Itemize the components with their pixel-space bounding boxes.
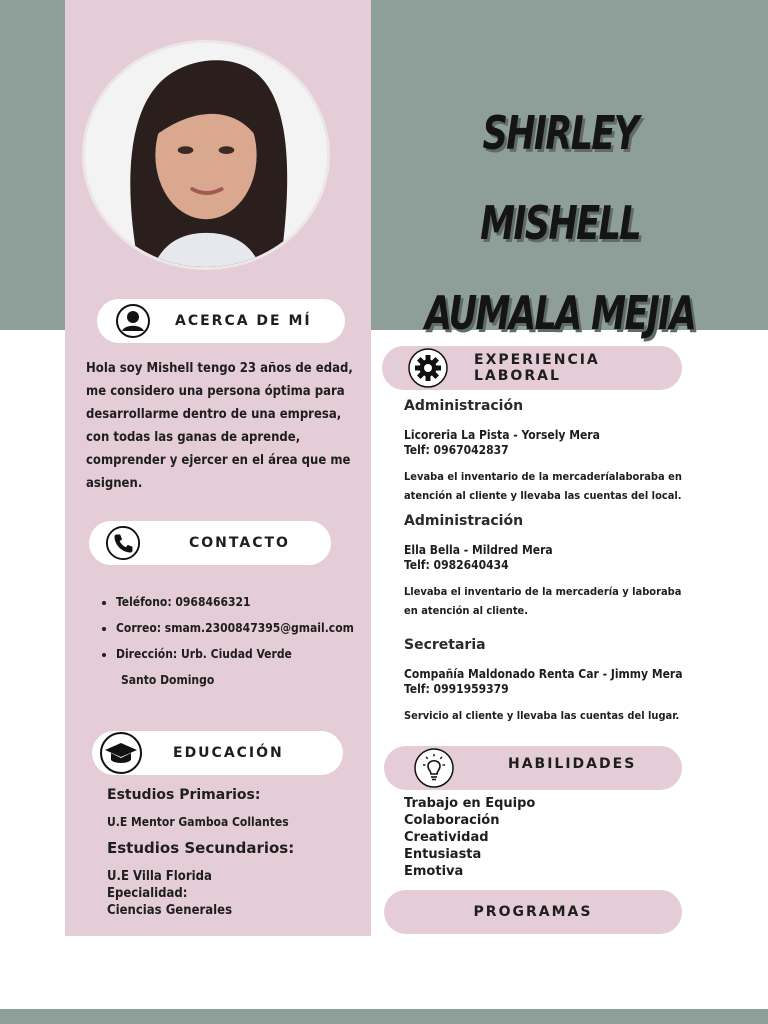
job-3-description: Servicio al cliente y llevaba las cuentas del lugar. [404,709,680,722]
skills-list [404,795,535,880]
skill-item: Entusiasta [404,847,482,862]
skill-item: Emotiva [404,864,464,879]
name-line-1: SHIRLEY MISHELL [480,106,640,250]
phone-icon [105,525,141,561]
about-text: Hola soy Mishell tengo 23 años de edad, me considero una persona óptima para desarrollarme dentro de una empresa, con todas las ganas de aprende, comprender y ejercer en el área que me asignen. [86,361,353,491]
job-3-details [404,667,683,697]
contact-header [89,521,331,565]
contact-address [116,641,369,693]
about-title: ACERCA DE MÍ [175,313,312,329]
about-header [97,299,345,343]
user-icon [115,303,151,339]
job-2-company: Ella Bella - Mildred Mera [404,543,553,557]
job-2-role: Administración [404,513,524,529]
education-title: EDUCACIÓN [173,745,284,761]
name-line-2: AUMALA MEJIA [424,286,696,340]
education-secondary-block [107,868,232,919]
contact-title: CONTACTO [189,535,290,551]
education-specialty-label: Epecialidad: [107,886,188,901]
job-2-details [404,543,553,573]
skills-header [384,746,682,790]
education-secondary-label: Estudios Secundarios: [107,839,295,857]
skills-title: HABILIDADES [508,756,637,772]
skill-item: Creatividad [404,830,489,845]
job-2-description: Llevaba el inventario de la mercadería y laboraba en atención al cliente. [404,585,682,617]
job-1-details [404,428,600,458]
job-3-company: Compañía Maldonado Renta Car - Jimmy Mera [404,667,683,681]
education-primary-school: U.E Mentor Gamboa Collantes [107,815,289,829]
job-3-phone: Telf: 0991959379 [404,682,509,696]
profile-photo-illustration [85,43,327,267]
job-1-phone: Telf: 0967042837 [404,443,509,457]
job-2-phone: Telf: 0982640434 [404,558,509,572]
experience-title: EXPERIENCIA LABORAL [474,352,600,384]
education-primary-label: Estudios Primarios: [107,787,261,803]
contact-phone: • Teléfono: 0968466321 [116,589,369,615]
job-1-company: Licoreria La Pista - Yorsely Mera [404,428,600,442]
skill-item: Trabajo en Equipo [404,796,536,811]
contact-address-line2: Santo Domingo [121,673,215,687]
programs-title: PROGRAMAS [473,904,593,920]
programs-header [384,890,682,934]
candidate-name [416,88,705,358]
education-specialty: Ciencias Generales [107,903,233,918]
job-3-role: Secretaria [404,637,486,653]
skill-item: Colaboración [404,813,500,828]
contact-email: • Correo: smam.2300847395@gmail.com [116,615,369,641]
footer-band [0,1009,768,1024]
contact-list [99,589,369,693]
gear-icon [408,348,448,388]
job-1-description: Levaba el inventario de la mercaderíalaboraba en atención al cliente y llevaba las cuentas del local. [404,470,682,502]
graduation-cap-icon [100,732,142,774]
lightbulb-icon [414,748,454,788]
profile-photo [82,40,330,270]
contact-address-line1: Dirección: Urb. Ciudad Verde [116,647,292,661]
education-secondary-school: U.E Villa Florida [107,869,212,884]
job-1-role: Administración [404,398,524,414]
experience-header [382,346,682,390]
education-header [92,731,343,775]
